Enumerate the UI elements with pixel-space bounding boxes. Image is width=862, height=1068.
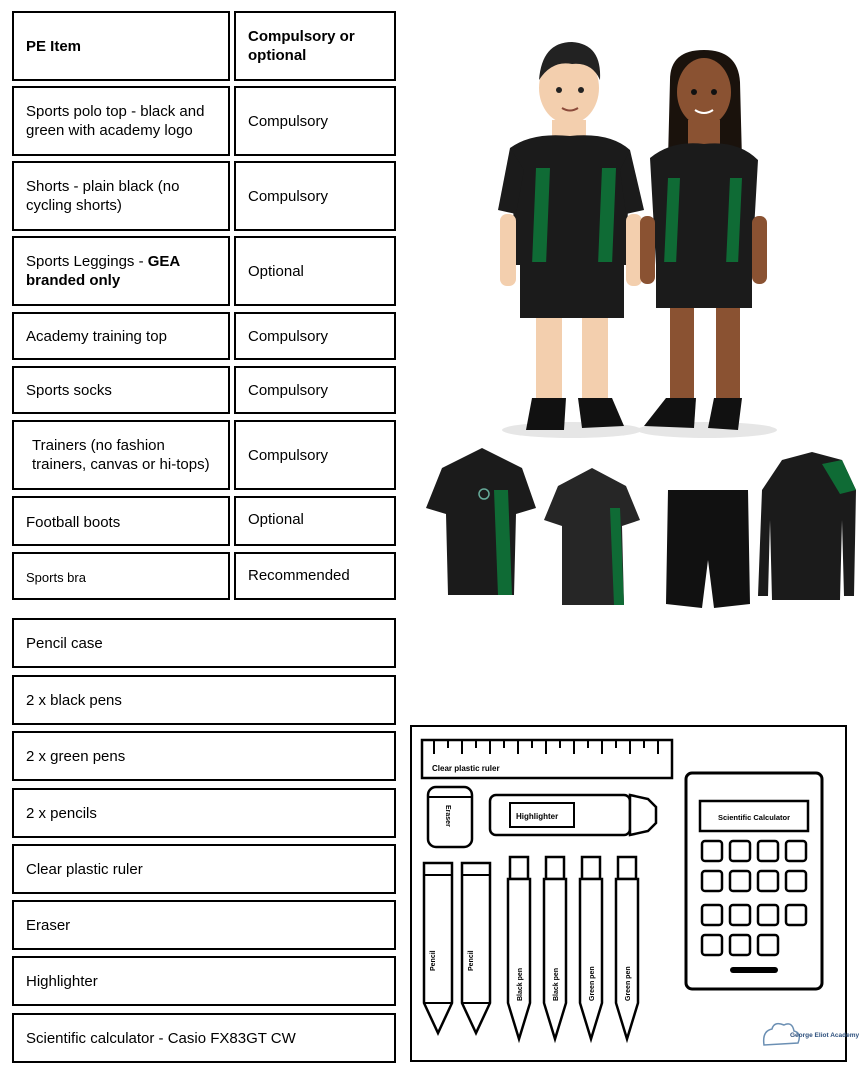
stationery-item: 2 x black pens bbox=[12, 675, 396, 725]
pen-label: Green pen bbox=[625, 966, 632, 1001]
black-pen-image bbox=[544, 857, 566, 1039]
stationery-item: Pencil case bbox=[12, 618, 396, 668]
pencil-image bbox=[462, 863, 490, 1033]
pe-row-item: Trainers (no fashion trainers, canvas or hi-tops) bbox=[12, 420, 230, 490]
pe-row-requirement: Optional bbox=[234, 236, 396, 306]
stationery-item: Clear plastic ruler bbox=[12, 844, 396, 894]
stationery-item: Eraser bbox=[12, 900, 396, 950]
student-boy-figure bbox=[498, 42, 644, 438]
pen-label: Pencil bbox=[430, 950, 437, 971]
pe-row-requirement: Compulsory bbox=[234, 366, 396, 414]
ruler-label: Clear plastic ruler bbox=[432, 764, 500, 773]
pencil-image bbox=[424, 863, 452, 1033]
pe-row-requirement: Compulsory bbox=[234, 161, 396, 231]
eraser-image bbox=[428, 787, 472, 847]
polo-shirt-product bbox=[426, 448, 536, 595]
calculator-label: Scientific Calculator bbox=[717, 813, 791, 822]
pen-label: Pencil bbox=[468, 950, 475, 971]
pen-label: Black pen bbox=[517, 967, 524, 1001]
pe-row-item: Academy training top bbox=[12, 312, 230, 360]
black-pen-image bbox=[508, 857, 530, 1039]
pe-row-item: Sports socks bbox=[12, 366, 230, 414]
pe-header-requirement: Compulsory or optional bbox=[234, 11, 396, 81]
shorts-product bbox=[666, 490, 750, 608]
highlighter-label: Highlighter bbox=[516, 812, 559, 821]
green-pen-image bbox=[616, 857, 638, 1039]
pe-row-requirement: Compulsory bbox=[234, 312, 396, 360]
pe-row-item: Shorts - plain black (no cycling shorts) bbox=[12, 161, 230, 231]
pe-row-item-text: Sports Leggings - GEA branded only bbox=[26, 253, 180, 289]
calculator-image bbox=[686, 773, 822, 989]
student-girl-figure bbox=[637, 50, 777, 438]
pe-row-requirement: Compulsory bbox=[234, 420, 396, 490]
academy-logo bbox=[764, 1024, 860, 1045]
stationery-item: Highlighter bbox=[12, 956, 396, 1006]
pe-header-item: PE Item bbox=[12, 11, 230, 81]
training-top-product bbox=[758, 452, 856, 600]
pe-row-item: Sports polo top - black and green with academy logo bbox=[12, 86, 230, 156]
pe-row-item: Sports bra bbox=[12, 552, 230, 600]
green-pen-image bbox=[580, 857, 602, 1039]
logo-text: George Eliot Academy bbox=[790, 1032, 860, 1039]
pen-label: Green pen bbox=[589, 966, 596, 1001]
pe-row-item bbox=[12, 236, 230, 306]
uniform-illustration bbox=[412, 20, 862, 620]
highlighter-image bbox=[490, 795, 656, 835]
stationery-item: 2 x pencils bbox=[12, 788, 396, 838]
stationery-illustration bbox=[410, 725, 860, 1062]
pe-row-requirement: Optional bbox=[234, 496, 396, 546]
ruler-image bbox=[422, 740, 672, 778]
pen-label: Black pen bbox=[553, 967, 560, 1001]
stationery-item: Scientific calculator - Casio FX83GT CW bbox=[12, 1013, 396, 1063]
girls-polo-product bbox=[544, 468, 640, 605]
eraser-label: Eraser bbox=[444, 805, 451, 827]
stationery-item: 2 x green pens bbox=[12, 731, 396, 781]
pe-row-requirement: Compulsory bbox=[234, 86, 396, 156]
pe-row-requirement: Recommended bbox=[234, 552, 396, 600]
pe-row-item: Football boots bbox=[12, 496, 230, 546]
